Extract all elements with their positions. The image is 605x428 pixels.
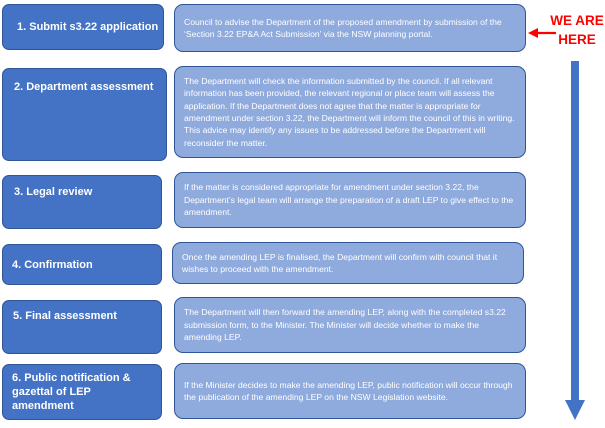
step-4-description: Once the amending LEP is finalised, the Department will confirm with council that it wishes to proceed with the amendment. [182,251,498,274]
step-2-description: The Department will check the information submitted by the council. If all relevant information has been provided, the relevant regional or place team will assess the application. If the Department does not agree that the matter is appropriate for amendment under section 3.22, the Department will inform the council of this in writing. This advice may identify any issues to be addressed before the Department will reconsider the matter. [184,75,515,148]
step-3-label: 3. Legal review [14,186,93,198]
step-2-label: 2. Department assessment [14,81,154,93]
step-6-description: If the Minister decides to make the amending LEP, public notification will occur through the publication of the amending LEP on the NSW Legislation website. [184,379,513,402]
marker-line-2: HERE [558,32,596,47]
marker-line-1: WE ARE [550,13,604,28]
step-3-description: If the matter is considered appropriate for amendment under section 3.22, the Department’s legal team will arrange the preparation of a draft LEP to give effect to the amendment. [184,182,514,218]
flow-arrow-icon [565,61,585,420]
step-4-label: 4. Confirmation [12,258,93,271]
step-1-description: Council to advise the Department of the proposed amendment by submission of the ‘Section 3.22 EP&A Act Submission’ via the NSW planning portal. [184,16,502,39]
step-6-label: 6. Public notification & gazettal of LEP amendment [12,372,131,412]
step-1-label: 1. Submit s3.22 application [17,21,159,33]
step-5-label: 5. Final assessment [13,310,117,322]
marker-arrow-icon [528,28,556,38]
step-5-description: The Department will then forward the amending LEP, along with the completed s3.22 submission form, to the Minister. The Minister will decide whether to make the amending LEP. [184,307,506,343]
